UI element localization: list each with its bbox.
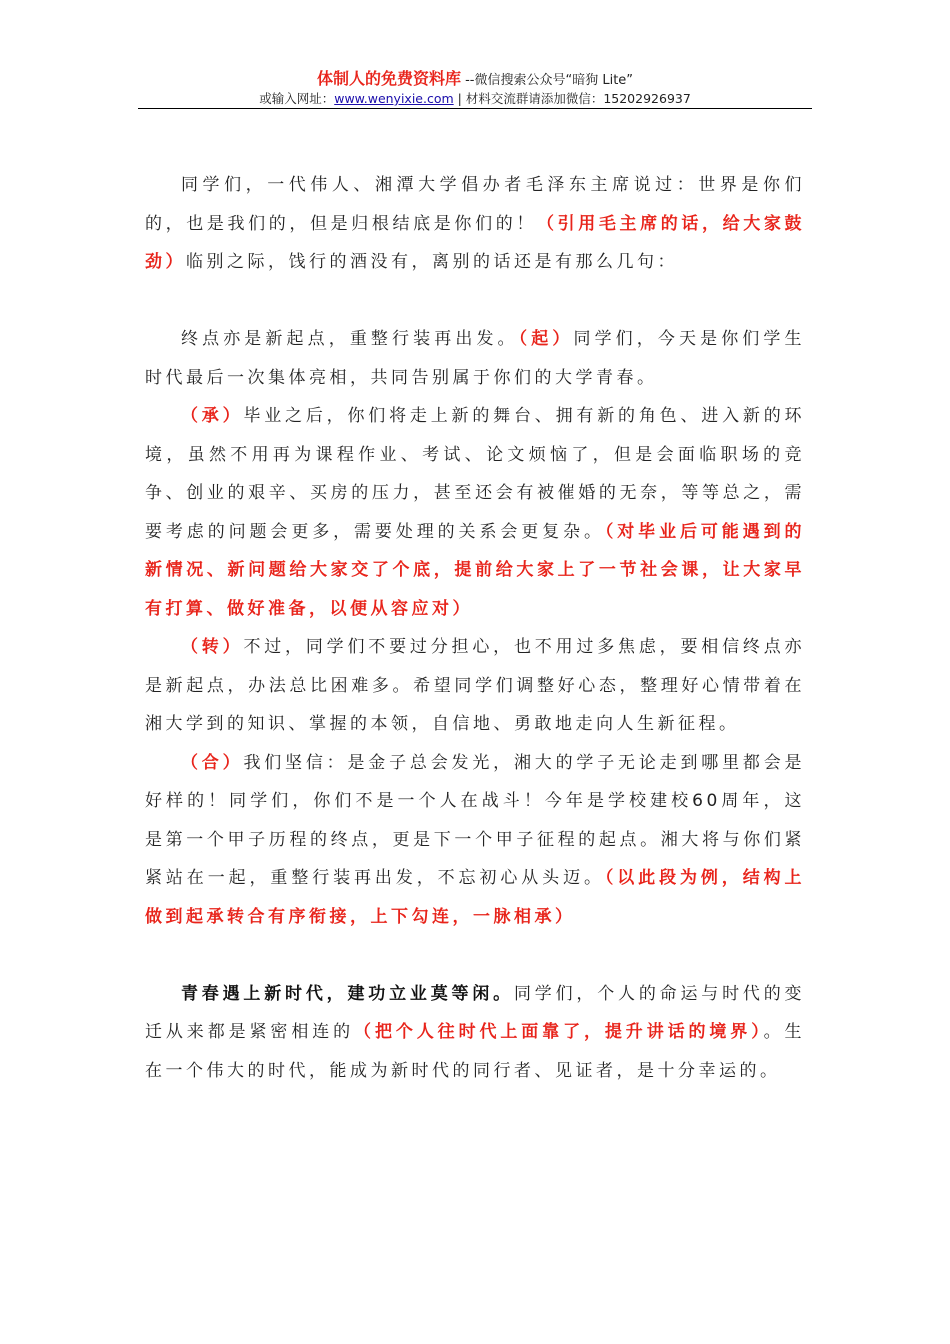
header-divider bbox=[138, 108, 812, 109]
header-contact-line bbox=[138, 90, 812, 108]
annotation-note: （起） bbox=[518, 329, 574, 349]
annotation-note: （合） bbox=[181, 752, 244, 773]
document-body bbox=[145, 166, 805, 1090]
paragraph-text: 不过，同学们不要过分担心，也不用过多焦虑，要相信终点亦是新起点，办法总比困难多。希望同学们调整好心态，整理好心情带着在湘大学到的知识、掌握的本领，自信地、勇敢地走向人生新征程。 bbox=[145, 637, 806, 734]
paragraph-new-era bbox=[145, 975, 805, 1091]
paragraph-cheng bbox=[145, 397, 805, 628]
annotation-note: （以此段为例，结构上做到起承转合有序衔接，上下勾连，一脉相承） bbox=[145, 868, 806, 927]
paragraph-he bbox=[145, 744, 805, 937]
website-link[interactable]: www.wenyixie.com bbox=[334, 91, 454, 106]
page-header bbox=[138, 68, 812, 108]
brand-title: 体制人的免费资料库 bbox=[316, 69, 461, 88]
header-title-line bbox=[138, 68, 812, 90]
paragraph-text: 同学们，个人的命运与时代的变迁从来都是紧密相连的 bbox=[145, 983, 806, 1042]
paragraph-qi bbox=[145, 320, 805, 397]
annotation-note: （承） bbox=[181, 406, 244, 426]
section-heading: 青春遇上新时代，建功立业莫等闲。 bbox=[181, 983, 514, 1004]
paragraph-zhuan bbox=[145, 628, 805, 744]
annotation-note: （把个人往时代上面靠了，提升讲话的境界） bbox=[354, 1022, 764, 1042]
paragraph-opening bbox=[145, 166, 805, 282]
paragraph-text: 毕业之后，你们将走上新的舞台、拥有新的角色、进入新的环境，虽然不用再为课程作业、考试、论文烦恼了，但是会面临职场的竞争、创业的艰辛、买房的压力，甚至还会有被催婚的无奈，等等总之，需要考虑的问题会更多，需要处理的关系会更复杂。 bbox=[145, 406, 806, 542]
paragraph-text: 我们坚信：是金子总会发光，湘大的学子无论走到哪里都会是好样的！同学们，你们不是一个人在战斗！今年是学校建校60周年，这是第一个甲子历程的终点，更是下一个甲子征程的起点。湘大将与你们紧紧站在一起，重整行装再出发，不忘初心从头迈。 bbox=[145, 752, 806, 888]
annotation-note: （引用毛主席的话，给大家鼓劲） bbox=[145, 213, 806, 272]
paragraph-text: 。生在一个伟大的时代，能成为新时代的同行者、见证者，是十分幸运的。 bbox=[145, 1022, 806, 1081]
paragraph-text: 终点亦是新起点，重整行装再出发。 bbox=[181, 329, 519, 349]
paragraph-text: 临别之际，饯行的酒没有，离别的话还是有那么几句： bbox=[186, 252, 678, 272]
site-prefix: 或输入网址： bbox=[259, 91, 335, 106]
annotation-note: （对毕业后可能遇到的新情况、新问题给大家交了个底，提前给大家上了一节社会课，让大家早有打算、做好准备，以便从容应对） bbox=[145, 521, 806, 619]
contact-text: | 材料交流群请添加微信：15202926937 bbox=[453, 91, 691, 106]
paragraph-text: 同学们，今天是你们学生时代最后一次集体亮相，共同告别属于你们的大学青春。 bbox=[145, 329, 806, 388]
wechat-tagline: --微信搜索公众号“暗狗 Lite” bbox=[460, 73, 634, 88]
paragraph-text: 同学们，一代伟人、湘潭大学倡办者毛泽东主席说过：世界是你们的，也是我们的，但是归根结底是你们的！ bbox=[145, 175, 805, 234]
annotation-note: （转） bbox=[181, 637, 244, 657]
